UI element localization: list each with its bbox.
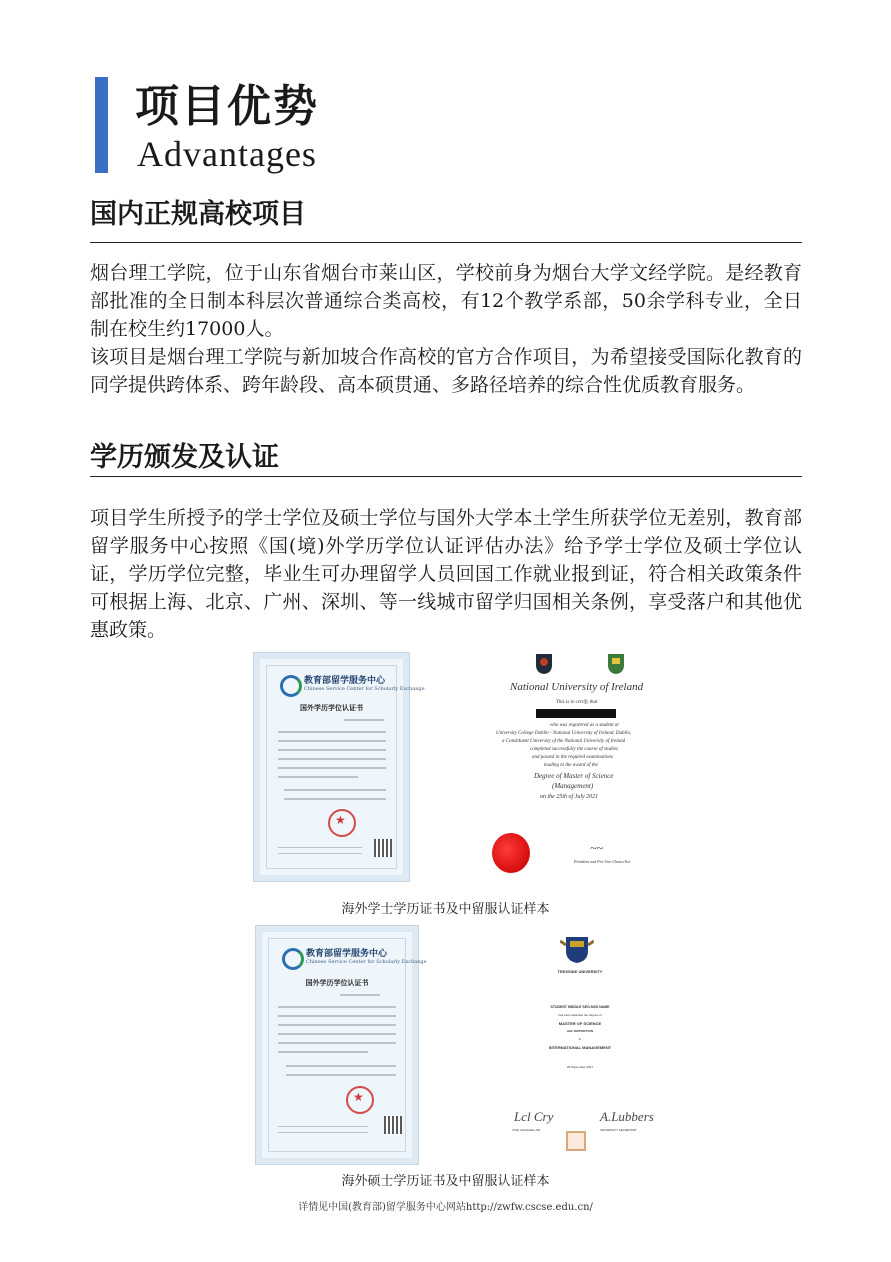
section-body: [90, 504, 802, 644]
wax-seal: [492, 833, 530, 873]
university-crest-icon: [535, 653, 553, 675]
cert-org-name: 教育部留学服务中心: [306, 949, 388, 959]
section-divider: [90, 476, 802, 477]
signature: ~~: [590, 841, 603, 855]
cscse-logo-icon: [282, 948, 304, 970]
teesside-degree-certificate-image: TEESSIDE UNIVERSITY STUDENT MIDDLE SEG-NSS NAME has been awarded the degree of MASTER OF SCIENCE with DISTINCTION in INTERNATIONAL MANAGEMENT 29 September 2017 Lcl Cry A.Lubbers VICE CHANCELLOR UNIVERSITY SECRETARY: [500, 925, 660, 1155]
signature: Lcl Cry: [514, 1109, 554, 1124]
hologram-seal: [566, 1131, 586, 1151]
figure-caption: 海外硕士学历证书及中留服认证样本: [341, 1174, 550, 1189]
cscse-logo-icon: [280, 675, 302, 697]
section-heading: 国内正规高校项目: [90, 199, 306, 230]
paragraph: 烟台理工学院，位于山东省烟台市莱山区，学校前身为烟台大学文经学院。是经教育部批准的全日制本科层次普通综合类高校，有12个教学系部，50余学科专业，全日制在校生约17000人。: [90, 262, 802, 340]
cert-doc-title: 国外学历学位认证书: [305, 978, 369, 987]
signature: A.Lubbers: [600, 1109, 654, 1124]
qr-code-icon: [384, 1116, 402, 1134]
paragraph: 项目学生所授予的学士学位及硕士学位与国外大学本土学生所获学位无差别，教育部留学服务中心按照《国(境)外学历学位认证评估办法》给予学士学位及硕士学位认证，学历学位完整，毕业生可办理留学人员回国工作就业报到证，符合相关政策条件可根据上海、北京、广州、深圳、等一线城市留学归国相关条例，享受落户和其他优惠政策。: [90, 507, 802, 641]
footer-note: 详情见中国(教育部)留学服务中心网站http://zwfw.cscse.edu.cn/: [298, 1202, 593, 1213]
university-crest-icon: [560, 931, 594, 965]
redacted-name: [536, 709, 616, 718]
page-title: 项目优势: [135, 81, 319, 132]
cscse-certificate-image: 教育部留学服务中心 Chinese Service Center for Scholarly Exchange 国外学历学位认证书 ★: [253, 652, 410, 882]
paragraph: 该项目是烟台理工学院与新加坡合作高校的官方合作项目，为希望接受国际化教育的同学提供跨体系、跨年龄段、高本硕贯通、多路径培养的综合性优质教育服务。: [90, 346, 802, 396]
cert-doc-title: 国外学历学位认证书: [300, 703, 363, 712]
cert-org-name-en: Chinese Service Center for Scholarly Exchange: [304, 686, 425, 692]
section-divider: [90, 242, 802, 243]
college-crest-icon: [607, 653, 625, 675]
section-heading: 学历颁发及认证: [90, 442, 279, 473]
qr-code-icon: [374, 839, 392, 857]
cscse-certificate-image: 教育部留学服务中心 Chinese Service Center for Scholarly Exchange 国外学历学位认证书 ★: [255, 925, 419, 1165]
cert-org-name: 教育部留学服务中心: [304, 676, 386, 686]
section-body: [90, 259, 802, 399]
cert-org-name-en: Chinese Service Center for Scholarly Exchange: [306, 959, 427, 965]
nui-degree-certificate-image: National University of Ireland This is to certify that who was registered as a student at University College Dublin - National University of Ireland, Dublin, a Constituent University of the National University of Ireland completed successfully the course of studies and passed in the required examinations leading to the award of the Degree of Master of Science (Management) on the 25th of July 2021 ~~ President and Pro-Vice-Chancellor: [492, 645, 662, 880]
page-subtitle: Advantages: [137, 134, 317, 174]
figure-caption: 海外学士学历证书及中留服认证样本: [341, 902, 550, 917]
university-name: National University of Ireland: [510, 681, 644, 693]
title-accent-bar: [95, 77, 108, 173]
university-name: TEESSIDE UNIVERSITY: [557, 969, 603, 974]
